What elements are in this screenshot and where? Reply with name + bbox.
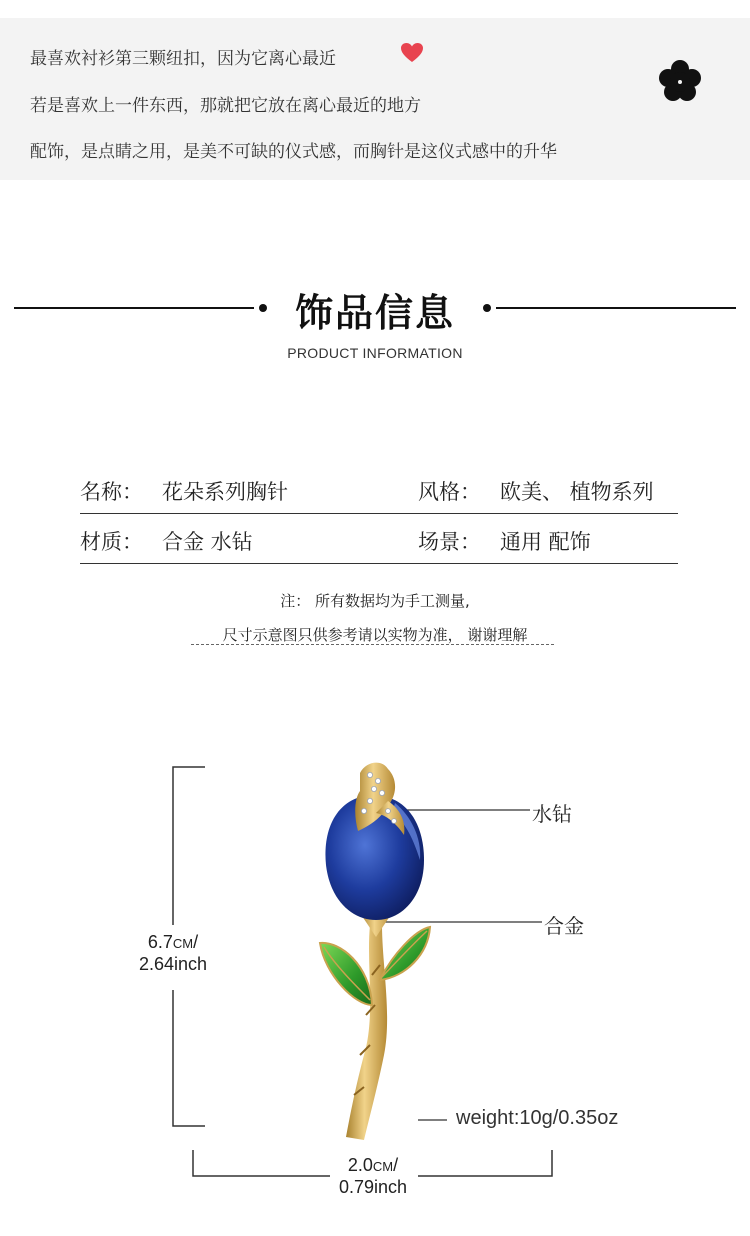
banner-line-1: 最喜欢衬衫第三颗纽扣，因为它离心最近: [30, 49, 336, 69]
style-value: 欧美、 植物系列: [500, 480, 654, 504]
height-guide-top: [173, 767, 205, 925]
material-label: 材质：: [80, 530, 143, 554]
banner-line-2: 若是喜欢上一件东西，那就把它放在离心最近的地方: [30, 96, 421, 116]
material-value: 合金 水钻: [162, 530, 253, 554]
banner-line-3: 配饰，是点睛之用，是美不可缺的仪式感，而胸针是这仪式感中的升华: [30, 142, 557, 162]
width-sep: /: [393, 1155, 399, 1175]
scene-label: 场景：: [418, 530, 481, 554]
height-sep: /: [193, 932, 199, 952]
height-label: [118, 932, 228, 974]
width-unit: CM: [372, 1159, 394, 1174]
scene-value: 通用 配饰: [500, 530, 591, 554]
width-guide-left: [193, 1150, 330, 1176]
width-value: 2.0: [347, 1155, 373, 1175]
note-line-1: 注： 所有数据均为手工测量,: [280, 592, 470, 610]
height-unit: CM: [172, 936, 194, 951]
name-label: 名称：: [80, 480, 143, 504]
name-value: 花朵系列胸针: [162, 480, 288, 504]
rose-brooch-image: [300, 755, 450, 1150]
height-value: 6.7: [147, 932, 173, 952]
width-guide-right: [418, 1150, 552, 1176]
height-guide-bottom: [173, 990, 205, 1126]
note-line-2: 尺寸示意图只供参考请以实物为准， 谢谢理解: [222, 626, 528, 644]
weight-label: weight:10g/0.35oz: [456, 1107, 619, 1129]
alloy-callout: 合金: [544, 914, 584, 938]
width-label: [318, 1155, 428, 1197]
height-inch: 2.64inch: [138, 954, 208, 974]
section-title: 饰品信息: [294, 291, 455, 335]
rhinestone-callout: 水钻: [532, 802, 572, 826]
width-inch: 0.79inch: [338, 1177, 408, 1197]
section-subtitle: PRODUCT INFORMATION: [287, 345, 463, 361]
style-label: 风格：: [418, 480, 481, 504]
